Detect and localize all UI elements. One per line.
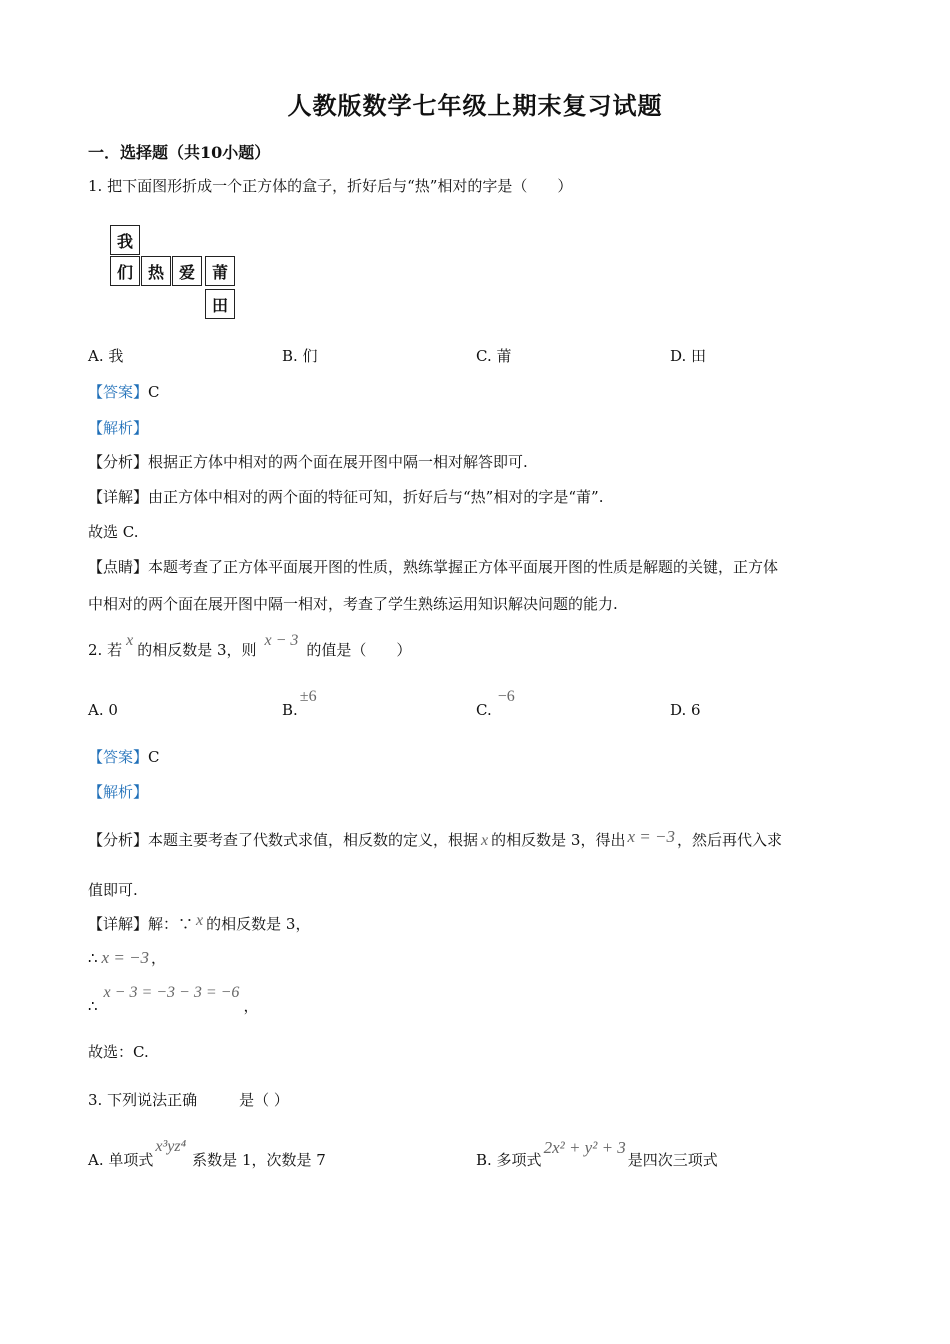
xiangjie-text: 由正方体中相对的两个面的特征可知，折好后与“热”相对的字是“莆”.: [148, 488, 604, 506]
net-cell: 热: [141, 256, 171, 286]
q3-stem-text: 是（ ）: [239, 1091, 289, 1109]
analysis-tag: 【解析】: [88, 783, 149, 801]
punctuation: ，: [151, 949, 167, 967]
fenxi-tag: 【分析】: [88, 453, 149, 471]
math-expr: x − 3: [264, 632, 299, 649]
q1-option-b: B. 们: [282, 347, 318, 365]
math-expr: x − 3 = −3 − 3 = −6: [103, 984, 240, 1001]
q3-stem: [88, 1090, 289, 1110]
option-text: A. 单项式: [88, 1151, 154, 1169]
q3-option-a: [88, 1138, 326, 1171]
q2-option-b: [282, 688, 317, 721]
q1-option-c: C. 莆: [476, 347, 512, 365]
answer-tag: 【答案】: [88, 748, 149, 766]
dianjing-text: 本题考查了正方体平面展开图的性质，熟练掌握正方体平面展开图的性质是解题的关键，正方体: [148, 558, 779, 576]
q2-option-c: [476, 688, 515, 721]
analysis-tag: 【解析】: [88, 419, 149, 437]
xiangjie-text: 的相反数是 3，: [206, 915, 311, 933]
q2-fenxi: [88, 827, 782, 851]
answer-tag: 【答案】: [88, 383, 149, 401]
option-text: B. 多项式: [476, 1151, 542, 1169]
q2-step2: [88, 984, 259, 1017]
fenxi-text: 本题主要考查了代数式求值，相反数的定义，根据: [148, 831, 479, 849]
q1-answer-line: [88, 382, 160, 402]
math-x: x: [126, 632, 134, 649]
math-expr: 2x² + y² + 3: [543, 1138, 626, 1157]
q1-option-d: D. 田: [670, 347, 707, 365]
option-text: 系数是 1，次数是 7: [192, 1151, 326, 1169]
net-cell: 爱: [172, 256, 202, 286]
option-label: C.: [476, 701, 492, 719]
q2-step1: [88, 948, 166, 968]
therefore-symbol: ∴: [88, 949, 98, 967]
q2-stem-text: 的值是（ ）: [306, 641, 412, 659]
net-cell-bottom: 田: [205, 289, 235, 319]
math-expr: x = −3: [101, 948, 150, 967]
q2-stem-text: 的相反数是 3，则: [137, 641, 257, 659]
q2-option-d: D. 6: [670, 701, 701, 719]
q2-stem-text: 2. 若: [88, 641, 123, 659]
therefore-symbol: ∴: [88, 997, 98, 1015]
answer-value: C: [148, 383, 160, 401]
q3-option-b: [476, 1138, 718, 1170]
math-x: x: [196, 912, 204, 929]
q2-fenxi-cont: 值即可.: [88, 881, 138, 899]
punctuation: ，: [243, 997, 259, 1015]
net-cell: 们: [110, 256, 140, 286]
fenxi-text: 的相反数是 3，得出: [491, 831, 626, 849]
math-value: ±6: [299, 688, 317, 705]
net-cell: 莆: [205, 256, 235, 286]
math-expr: x = −3: [627, 827, 675, 846]
math-x: x: [481, 832, 489, 849]
dianjing-tag: 【点睛】: [88, 558, 149, 576]
option-label: B.: [282, 701, 298, 719]
q1-dianjing: [88, 557, 778, 577]
q2-answer-line: [88, 747, 160, 767]
cube-net-figure: [110, 225, 240, 325]
xiangjie-tag: 【详解】: [88, 488, 149, 506]
answer-value: C: [148, 748, 160, 766]
math-expr: x³yz⁴: [155, 1138, 187, 1155]
math-value: −6: [497, 688, 515, 705]
q1-xiangjie: [88, 487, 603, 507]
option-text: 是四次三项式: [627, 1151, 718, 1169]
q2-stem: [88, 632, 412, 661]
q1-dianjing-cont: 中相对的两个面在展开图中隔一相对，考查了学生熟练运用知识解决问题的能力.: [88, 595, 618, 613]
fenxi-text: ，然后再代入求: [676, 831, 782, 849]
fenxi-tag: 【分析】: [88, 831, 149, 849]
q3-stem-text: 3. 下列说法正确: [88, 1091, 198, 1109]
page-title: 人教版数学七年级上期末复习试题: [287, 91, 663, 120]
q1-option-a: A. 我: [88, 347, 124, 365]
xiangjie-text: 解：∵: [148, 915, 194, 933]
fenxi-text: 根据正方体中相对的两个面在展开图中隔一相对解答即可.: [148, 453, 528, 471]
q2-xiangjie: [88, 914, 310, 935]
q2-option-a: A. 0: [88, 701, 118, 719]
xiangjie-tag: 【详解】: [88, 915, 149, 933]
q1-fenxi: [88, 452, 528, 472]
q1-stem: 1. 把下面图形折成一个正方体的盒子，折好后与“热”相对的字是（ ）: [88, 177, 573, 195]
q2-conclusion: 故选：C.: [88, 1043, 149, 1061]
net-cell-top: 我: [110, 225, 140, 255]
section-heading: 一．选择题（共10小题）: [88, 143, 271, 162]
q1-conclusion: 故选 C.: [88, 523, 139, 541]
